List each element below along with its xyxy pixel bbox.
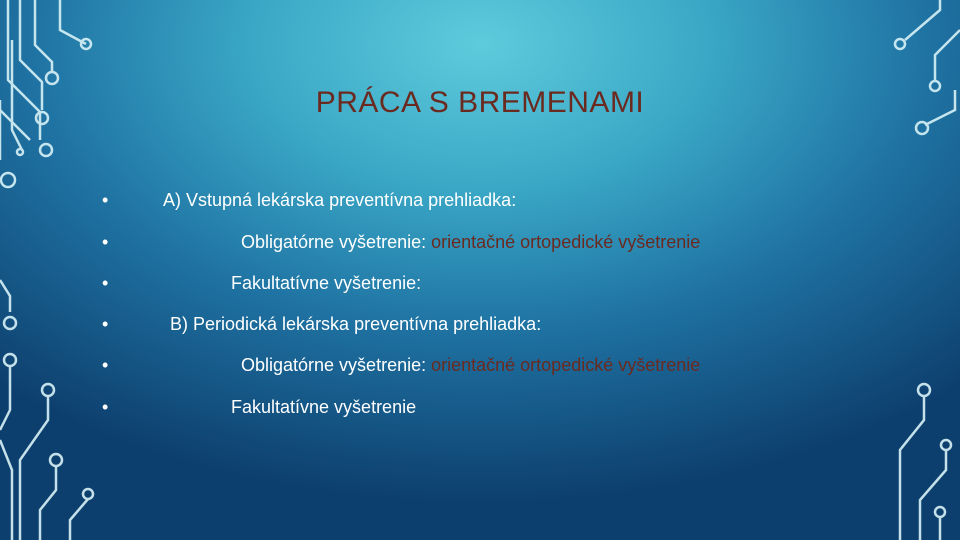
- slide-title: PRÁCA S BREMENAMI: [315, 86, 645, 119]
- list-item: [0, 392, 960, 422]
- list-item: [0, 268, 960, 298]
- bullet-text: Fakultatívne vyšetrenie:: [231, 273, 422, 293]
- bullet-icon: •: [102, 397, 109, 417]
- bullet-icon: •: [102, 232, 109, 252]
- bullet-icon: •: [102, 190, 109, 210]
- bullet-icon: •: [102, 314, 109, 334]
- bullet-text: Obligatórne vyšetrenie: orientačné ortopedické vyšetrenie: [241, 232, 701, 252]
- bullet-text: Fakultatívne vyšetrenie: [231, 397, 417, 417]
- bullet-text: A) Vstupná lekárska preventívna prehliadka:: [163, 190, 517, 210]
- list-item: [0, 309, 960, 339]
- list-item: [0, 350, 960, 380]
- bullet-icon: •: [102, 273, 109, 293]
- bullet-text: B) Periodická lekárska preventívna prehliadka:: [170, 314, 542, 334]
- list-item: [0, 227, 960, 257]
- list-item: [0, 185, 960, 215]
- bullet-icon: •: [102, 355, 109, 375]
- bullet-text: Obligatórne vyšetrenie: orientačné ortopedické vyšetrenie: [241, 355, 701, 375]
